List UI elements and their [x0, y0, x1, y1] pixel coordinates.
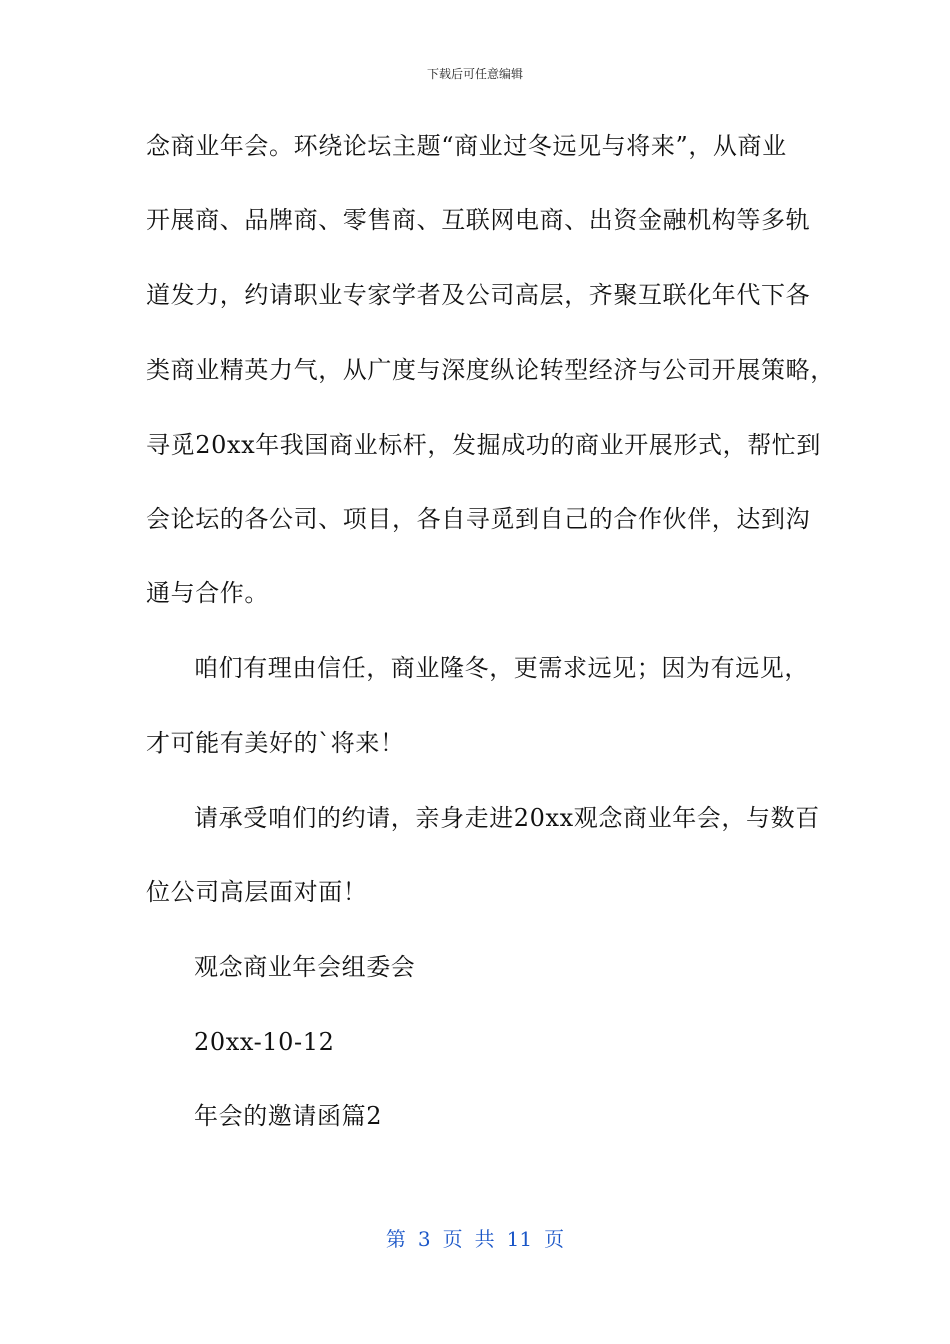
signature-date: 20xx-10-12 — [194, 1028, 335, 1056]
body-line-5: 寻觅20xx年我国商业标杆，发掘成功的商业开展形式，帮忙到 — [146, 431, 822, 459]
page-header: 下载后可任意编辑 — [426, 67, 523, 81]
body-line-6: 会论坛的各公司、项目，各自寻觅到自己的合作伙伴，达到沟 — [146, 505, 811, 533]
body-line-3: 道发力，约请职业专家学者及公司高层，齐聚互联化年代下各 — [146, 281, 811, 309]
signature-org: 观念商业年会组委会 — [194, 953, 416, 981]
footer-page-number: 3 — [417, 1227, 431, 1251]
section-title: 年会的邀请函篇2 — [194, 1102, 383, 1130]
body-line-9: 才可能有美好的`将来！ — [146, 729, 405, 757]
body-line-2: 开展商、品牌商、零售商、互联网电商、出资金融机构等多轨 — [146, 206, 811, 234]
footer-total-pages: 11 — [506, 1227, 533, 1251]
body-line-8: 咱们有理由信任，商业隆冬，更需求远见；因为有远见， — [194, 654, 809, 682]
footer-page-word: 页 — [442, 1227, 463, 1251]
footer-total-word: 共 — [474, 1227, 495, 1251]
body-line-4: 类商业精英力气，从广度与深度纵论转型经济与公司开展策略， — [146, 356, 835, 384]
footer-prefix: 第 — [385, 1227, 406, 1251]
page-footer — [0, 1226, 950, 1252]
body-line-7: 通与合作。 — [146, 579, 269, 607]
body-line-10: 请承受咱们的约请，亲身走进20xx观念商业年会，与数百 — [194, 804, 820, 832]
body-line-1: 念商业年会。环绕论坛主题“商业过冬远见与将来”，从商业 — [146, 132, 787, 160]
body-line-11: 位公司高层面对面！ — [146, 878, 368, 906]
footer-suffix: 页 — [544, 1227, 565, 1251]
